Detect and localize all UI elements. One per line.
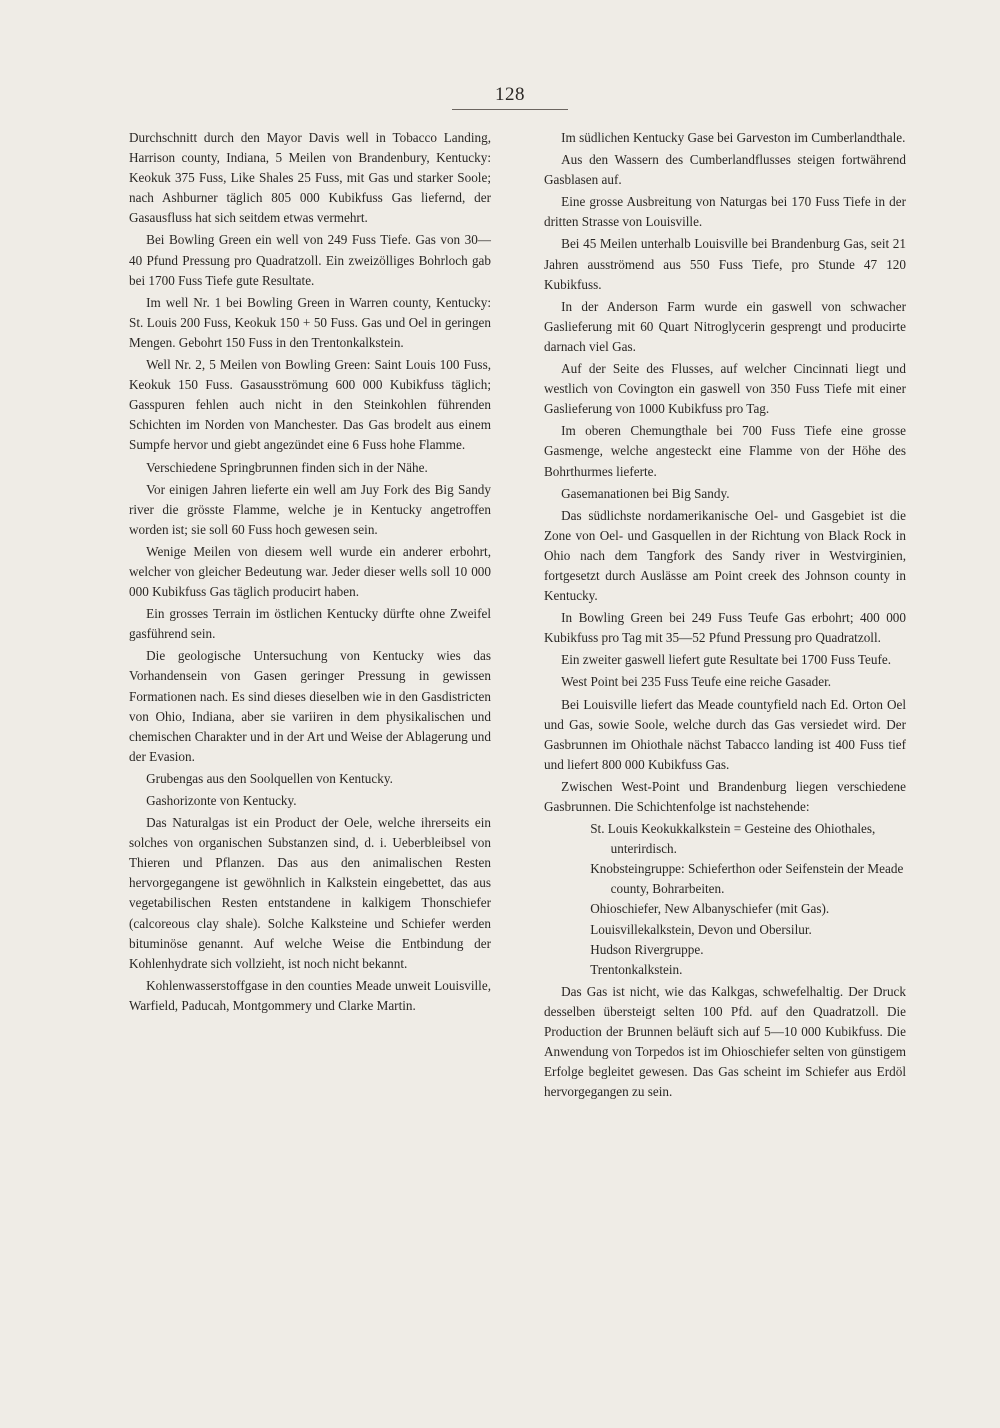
paragraph: Das Naturalgas ist ein Product der Oele, welche ihrerseits ein solches von organischen Substanzen sind, d. i. Ueberbleibsel von Thieren und Pflanzen. Das aus den animalischen Resten hervorgegangene ist gewöhnlich in Kalkstein eingebettet, das aus vegetabilischen Resten entstandene in kalkigem Thonschiefer (calcoreous clay shale). Solche Kalksteine und Schiefer werden bituminöse genannt. Auf welche Weise die Entbindung der Kohlenhydrate sich vollzieht, ist noch nicht bekannt.: [129, 815, 491, 971]
paragraph: Vor einigen Jahren lieferte ein well am Juy Fork des Big Sandy river die grösste Flamme, welche je in Kentucky angetroffen worden ist; sie soll 60 Fuss hoch gewesen sein.: [129, 481, 491, 537]
strata-item: Knobsteingruppe: Schieferthon oder Seifenstein der Meade county, Bohrarbeiten.: [590, 861, 904, 897]
paragraph: Im well Nr. 1 bei Bowling Green in Warren county, Kentucky: St. Louis 200 Fuss, Keokuk 150 + 50 Fuss. Gas und Oel in geringen Mengen. Gebohrt 150 Fuss in den Trentonkalkstein.: [129, 294, 491, 350]
paragraph: In Bowling Green bei 249 Fuss Teufe Gas erbohrt; 400 000 Kubikfuss pro Tag mit 35—52 Pfund Pressung pro Quadratzoll.: [544, 610, 906, 646]
paragraph: Aus den Wassern des Cumberlandflusses steigen fortwährend Gasblasen auf.: [544, 152, 906, 188]
paragraph: Wenige Meilen von diesem well wurde ein anderer erbohrt, welcher von gleicher Bedeutung war. Jeder dieser wells soll 10 000 000 Kubikfuss Gas täglich producirt haben.: [129, 543, 491, 600]
paragraph: Well Nr. 2, 5 Meilen von Bowling Green: Saint Louis 100 Fuss, Keokuk 150 Fuss. Gasausströmung 600 000 Kubikfuss täglich; Gasspuren fehlen auch nicht in den Steinkohlen führenden Schichten im Norden von Manchester. Das Gas brodelt aus einem Sumpfe hervor und giebt angezündet eine 6 Fuss hohe Flamme.: [129, 357, 491, 453]
paragraph: Durchschnitt durch den Mayor Davis well in Tobacco Landing, Harrison county, Indiana, 5 Meilen von Brandenbury, Kentucky: Keokuk 375 Fuss, Like Shales 25 Fuss, mit Gas und starker Soole; nach Ashburner täglich 805 000 Kubikfuss Gas liefernd, der Gasausfluss hat sich seitdem etwas vermehrt.: [129, 130, 491, 226]
paragraph: Verschiedene Springbrunnen finden sich in der Nähe.: [146, 459, 428, 475]
header-rule: [452, 109, 568, 110]
paragraph: Im südlichen Kentucky Gase bei Garveston im Cumberlandthale.: [561, 130, 906, 145]
paragraph: Kohlenwasserstoffgase in den counties Meade unweit Louisville, Warfield, Paducah, Montgommery und Clarke Martin.: [129, 977, 491, 1013]
paragraph: Ein grosses Terrain im östlichen Kentucky dürfte ohne Zweifel gasführend sein.: [129, 606, 491, 642]
paragraph: Bei 45 Meilen unterhalb Louisville bei Brandenburg Gas, seit 21 Jahren ausströmend aus 550 Fuss Tiefe, pro Stunde 47 120 Kubikfuss.: [544, 236, 906, 292]
right-column: [544, 128, 906, 1104]
paragraph: Das Gas ist nicht, wie das Kalkgas, schwefelhaltig. Der Druck desselben übersteigt selten 100 Pfd. auf den Quadratzoll. Die Production der Brunnen beläuft sich auf 5—10 000 Kubikfuss. Die Anwendung von Torpedos ist im Ohioschiefer selten von günstigem Erfolge begleitet gewesen. Das Gas scheint im Schiefer aus Erdöl hervorgegangen zu sein.: [544, 983, 906, 1100]
section-heading: Grubengas aus den Soolquellen von Kentucky.: [146, 770, 393, 786]
section-heading: Gashorizonte von Kentucky.: [146, 793, 297, 808]
left-column: [129, 128, 491, 1018]
paragraph: Bei Louisville liefert das Meade countyfield nach Ed. Orton Oel und Gas, sowie Soole, welche durch das Gas versiedet wird. Der Gasbrunnen im Ohiothale nächst Tabacco landing ist 400 Fuss tief und liefert 800 000 Kubikfuss Gas.: [544, 696, 906, 772]
paragraph: Im oberen Chemungthale bei 700 Fuss Tiefe eine grosse Gasmenge, welche angesteckt eine Flamme von der Höhe des Bohrthurmes lieferte.: [544, 423, 906, 479]
paragraph: Das südlichste nordamerikanische Oel- und Gasgebiet ist die Zone von Oel- und Gasquellen in der Richtung von Black Rock in Ohio nach dem Tangfork des Sandy river in Westvirginien, fortgesetzt durch Auslässe am Point creek des Johnson county in Kentucky.: [544, 507, 906, 604]
paragraph: Zwischen West-Point und Brandenburg liegen verschiedene Gasbrunnen. Die Schichtenfolge ist nachstehende:: [544, 778, 906, 814]
paragraph: Auf der Seite des Flusses, auf welcher Cincinnati liegt und westlich von Covington ein gaswell von 350 Fuss Tiefe mit einer Gaslieferung von 1000 Kubikfuss pro Tag.: [544, 361, 906, 417]
strata-item: Trentonkalkstein.: [590, 961, 683, 977]
paragraph: Die geologische Untersuchung von Kentucky wies das Vorhandensein von Gasen geringer Pressung in gewissen Formationen nach. Es sind dieses dieselben wie in den Gasdistricten von Ohio, Indiana, aber sie variiren in dem physikalischen und chemischen Charakter und in der Art und Weise der Ablagerung und der Evasion.: [129, 648, 491, 764]
paragraph: In der Anderson Farm wurde ein gaswell von schwacher Gaslieferung mit 60 Quart Nitroglycerin gesprengt und producirte darnach viel Gas.: [544, 298, 906, 354]
section-heading: Gasemanationen bei Big Sandy.: [561, 485, 730, 501]
strata-item: Louisvillekalkstein, Devon und Obersilur.: [590, 921, 812, 937]
strata-item: St. Louis Keokukkalkstein = Gesteine des Ohiothales, unterirdisch.: [590, 821, 876, 857]
strata-item: Hudson Rivergruppe.: [590, 941, 704, 957]
paragraph: West Point bei 235 Fuss Teufe eine reiche Gasader.: [561, 674, 832, 690]
paragraph: Ein zweiter gaswell liefert gute Resultate bei 1700 Fuss Teufe.: [561, 652, 892, 668]
paragraph: Eine grosse Ausbreitung von Naturgas bei 170 Fuss Tiefe in der dritten Strasse von Louisville.: [544, 194, 906, 230]
strata-item: Ohioschiefer, New Albanyschiefer (mit Gas).: [590, 901, 830, 917]
page-number: 128: [495, 84, 525, 105]
paragraph: Bei Bowling Green ein well von 249 Fuss Tiefe. Gas von 30—40 Pfund Pressung pro Quadratzoll. Ein zweizölliges Bohrloch gab bei 1700 Fuss Tiefe gute Resultate.: [129, 232, 491, 288]
